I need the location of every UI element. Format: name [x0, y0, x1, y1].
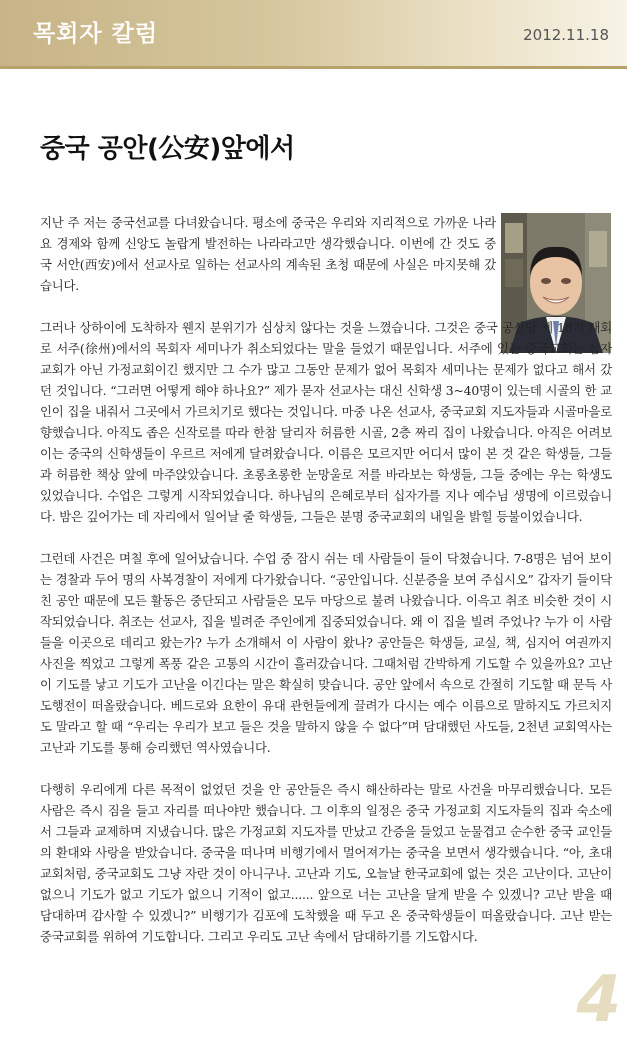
- paragraph: 다행히 우리에게 다른 목적이 없었던 것을 안 공안들은 즉시 해산하라는 말로 사건을 마무리했습니다. 모든 사람은 즉시 짐을 들고 자리를 떠나야만 했습니다. 그 이후의 일정은 중국 가정교회 지도자들의 집과 숙소에서 그들과 교제하며 지냈습니다. 많은 가정교회 지도자를 만났고 간증을 들었고 눈물겹고 순수한 중국 교인들의 환대와 사랑을 받았습니다. 중국을 떠나며 비행기에서 멀어져가는 중국을 보면서 생각했습니다. “아, 초대교회처럼, 중국교회도 그냥 자란 것이 아니구나. 고난과 기도, 오늘날 한국교회에 없는 것은 고난이다. 고난이 없으니 기도가 없고 기도가 없으니 기적이 없고...... 앞으로 너는 고난을 달게 받을 수 있겠니? 고난 받을 때 담대하며 감사할 수 있겠니?” 비행기가 김포에 도착했을 때 두고 온 중국학생들이 떠올랐습니다. 고난 받는 중국교회를 위하여 기도합니다. 그리고 우리도 고난 속에서 담대하기를 기도합시다.: [40, 782, 612, 944]
- page-number: 4: [576, 963, 621, 1037]
- paragraph: 그러나 상하이에 도착하자 웬지 분위기가 심상치 않다는 것을 느꼈습니다. 그것은 중국 공산당 제 18기 대회로 서주(徐州)에서의 목회자 세미나가 취소되었다는 말을 들었기 때문입니다. 서주에 있는 중국교회는 삼자교회가 아닌 가정교회이긴 했지만 그 수가 많고 그동안 문제가 없어 목회자 세미나는 문제가 없다고 해서 갔던 것입니다. “그러면 어떻게 해야 하나요?” 제가 묻자 선교사는 대신 신학생 3~40명이 있는데 시골의 한 교인이 집을 내줘서 그곳에서 가르치기로 했다는 것입니다. 마중 나온 선교사, 중국교회 지도자들과 시골마을로 향했습니다. 아직도 좁은 신작로를 따라 한참 달리자 허름한 시골, 2층 짜리 집이 나왔습니다. 아직은 어려보이는 중국의 신학생들이 우르르 저에게 달려왔습니다. 이름은 모르지만 어디서 많이 본 것 같은 학생들, 그들과 허름한 책상 앞에 마주앉았습니다. 초롱초롱한 눈망울로 저를 바라보는 학생들, 그들 중에는 우는 학생도 있었습니다. 수업은 그렇게 시작되었습니다. 하나님의 은혜로부터 십자가를 지나 예수님 생명에 이르렀습니다. 밤은 깊어가는 데 자리에서 일어날 줄 학생들, 그들은 분명 중국교회의 내일을 밝힐 등불이었습니다.: [40, 320, 612, 524]
- column-date: 2012.11.18: [523, 26, 609, 44]
- article-title: 중국 공안(公安)앞에서: [40, 134, 295, 164]
- header-divider: [0, 66, 627, 69]
- column-title: 목회자 칼럼: [33, 21, 159, 47]
- paragraph: 그런데 사건은 며칠 후에 일어났습니다. 수업 중 잠시 쉬는 데 사람들이 들이 닥쳤습니다. 7-8명은 넘어 보이는 경찰과 두어 명의 사복경찰이 저에게 다가왔습니다. “공안입니다. 신분증을 보여 주십시오” 갑자기 들이닥친 공안 때문에 모든 활동은 중단되고 사람들은 모두 마당으로 불려 나왔습니다. 이윽고 취조 비슷한 것이 시작되었습니다. 취조는 선교사, 집을 빌려준 주인에게 집중되었습니다. 왜 이 집을 빌려 주었나? 누가 이 사람들을 이곳으로 데리고 왔는가? 누가 소개해서 이 사람이 왔나? 공안들은 학생들, 교실, 책, 심지어 여권까지 사진을 찍었고 그렇게 폭풍 같은 고통의 시간이 흘러갔습니다. 그때처럼 간박하게 기도할 수 있을까요? 고난이 기도를 낳고 기도가 고난을 이긴다는 말은 확실히 맞습니다. 공안 앞에서 속으로 간절히 기도할 때 문득 사도행전이 떠올랐습니다. 베드로와 요한이 유대 관헌들에게 끌려가 다시는 예수 이름으로 말하지도 가르치지도 말라고 할 때 “우리는 우리가 보고 들은 것을 말하지 않을 수 없다”며 담대했던 사도들, 2천년 교회역사는 고난과 기도를 통해 승리했던 역사였습니다.: [40, 551, 612, 755]
- article-body: [40, 212, 612, 968]
- paragraph: 지난 주 저는 중국선교를 다녀왔습니다. 평소에 중국은 우리와 지리적으로 가까운 나라요 경제와 함께 신앙도 놀랍게 발전하는 나라라고만 생각했습니다. 이번에 간 것도 중국 서안(西安)에서 선교사로 일하는 선교사의 계속된 초청 때문에 사실은 마지못해 갔습니다.: [40, 215, 496, 293]
